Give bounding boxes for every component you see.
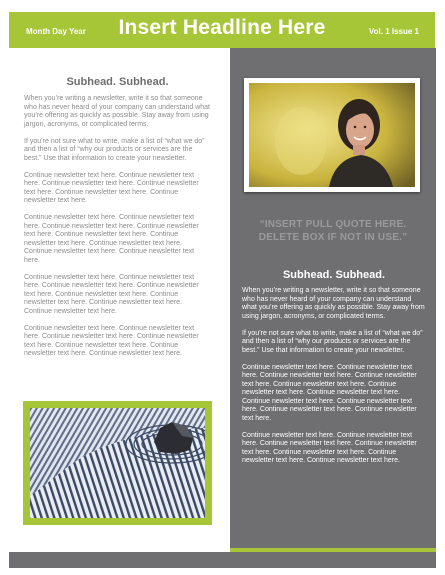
left-paragraph: If you’re not sure what to write, make a list of “what we do” and then a list of “why our products or services are the best.” Use that information to create your newsletter. xyxy=(24,137,205,162)
left-paragraph: Continue newsletter text here. Continue newsletter text here. Continue newsletter text here. Continue newsletter text here. Continue newsletter text here. Continue newsletter text here. xyxy=(24,171,199,204)
left-paragraph: Continue newsletter text here. Continue newsletter text here. Continue newsletter text here. Continue newsletter text here. Continue newsletter text here. Continue newsletter text here. Continue newsletter text here. Continue newsletter text here. Continue newsletter text here. xyxy=(24,214,199,264)
left-paragraph: Continue newsletter text here. Continue newsletter text here. Continue newsletter text here. Continue newsletter text here. Continue newsletter text here. Continue newsletter text here. Continue newsletter text here. xyxy=(24,324,199,357)
right-paragraph: If you’re not sure what to write, make a list of “what we do” and then a list of “why our products or services are the best.” Use that information to create your newsletter. xyxy=(242,329,423,354)
portrait-photo-frame xyxy=(244,78,420,192)
left-paragraph: When you’re writing a newsletter, write it so that someone who has never heard of your company can understand what you’re offering as quickly as possible. Stay away from using jargon, acronyms, or complicated terms. xyxy=(24,95,211,128)
left-subhead: Subhead. Subhead. xyxy=(66,76,169,88)
headline: Insert Headline Here xyxy=(118,16,326,39)
right-paragraph: Continue newsletter text here. Continue newsletter text here. Continue newsletter text here. Continue newsletter text here. Continue newsletter text here. Continue newsletter text here. Continue newsletter text here. Continue newsletter text here. Continue newsletter text here. Continue newsletter text here. Continue newsletter text here. xyxy=(242,363,417,422)
right-subhead: Subhead. Subhead. xyxy=(282,269,386,281)
volume-issue: Vol. 1 Issue 1 xyxy=(368,27,419,36)
right-text-block xyxy=(242,269,426,474)
zen-garden-photo-frame xyxy=(23,401,212,525)
left-column xyxy=(24,76,211,367)
pull-quote: “INSERT PULL QUOTE HERE. DELETE BOX IF NOT IN USE.” xyxy=(258,219,408,243)
right-sidebar xyxy=(230,48,436,548)
left-paragraph: Continue newsletter text here. Continue newsletter text here. Continue newsletter text here. Continue newsletter text here. Continue newsletter text here. Continue newsletter text here. Continue newsletter text here. Continue newsletter text here. xyxy=(24,273,199,315)
issue-date: Month Day Year xyxy=(26,27,86,36)
zen-garden-photo xyxy=(30,408,205,518)
woman-portrait-photo xyxy=(249,83,415,187)
right-paragraph: Continue newsletter text here. Continue newsletter text here. Continue newsletter text here. Continue newsletter text here. Continue newsletter text here. Continue newsletter text here. Continue newsletter text here. xyxy=(242,431,417,464)
footer-band xyxy=(9,552,436,568)
right-paragraph: When you’re writing a newsletter, write it so that someone who has never heard of your company can understand what you’re offering as quickly as possible. Stay away from using jargon, acronyms, or complicated terms. xyxy=(242,287,425,320)
header-band xyxy=(9,12,435,48)
